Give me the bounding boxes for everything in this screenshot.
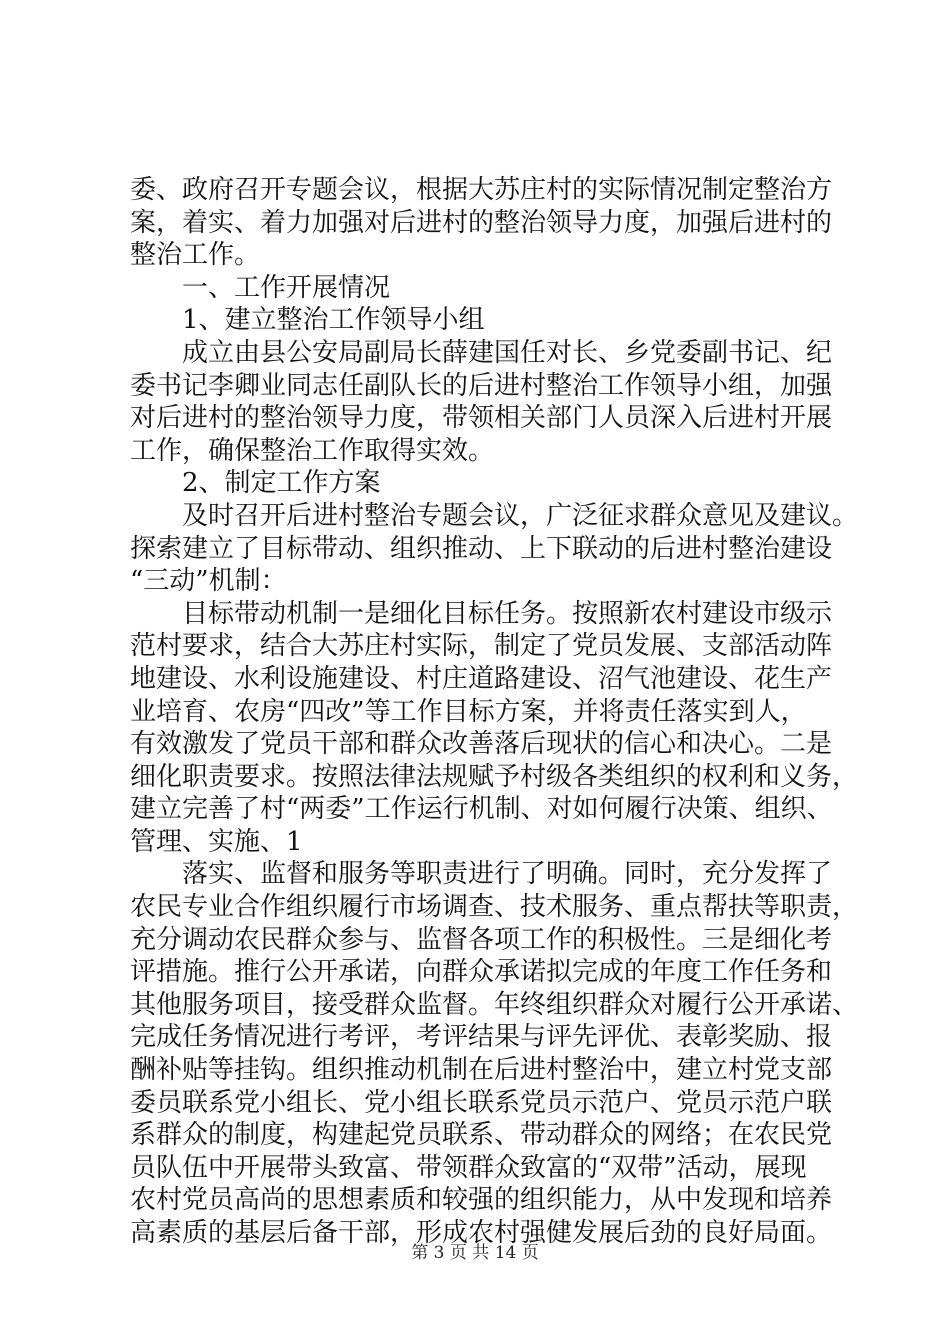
body-line: 业培育、农房“四改”等工作目标方案，并将责任落实到人， bbox=[130, 696, 807, 727]
body-line: 评措施。推行公开承诺，向群众承诺拟完成的年度工作任务和 bbox=[130, 957, 833, 988]
body-line: 有效激发了党员干部和群众改善落后现状的信心和决心。二是 bbox=[130, 729, 833, 760]
body-line: 高素质的基层后备干部，形成农村强健发展后劲的良好局面。 bbox=[130, 1218, 833, 1248]
section-heading: 一、工作开展情况 bbox=[182, 272, 391, 303]
body-line: 案，着实、着力加强对后进村的整治领导力度，加强后进村的 bbox=[130, 207, 833, 238]
subsection-heading: 1、建立整治工作领导小组 bbox=[182, 305, 485, 336]
body-line: 酬补贴等挂钩。组织推动机制在后进村整治中，建立村党支部 bbox=[130, 1055, 833, 1086]
body-line: 员队伍中开展带头致富、带领群众致富的“双带”活动，展现 bbox=[130, 1152, 807, 1183]
body-line: “三动”机制： bbox=[130, 566, 287, 597]
body-line: 地建设、水利设施建设、村庄道路建设、沼气池建设、花生产 bbox=[130, 663, 833, 694]
body-line: 及时召开后进村整治专题会议，广泛征求群众意见及建议。 bbox=[182, 500, 859, 531]
page-footer: 第 3 页 共 14 页 bbox=[411, 1243, 539, 1263]
body-line: 管理、实施、1 bbox=[130, 826, 303, 857]
body-line: 完成任务情况进行考评，考评结果与评先评优、表彰奖励、报 bbox=[130, 1022, 833, 1053]
subsection-heading: 2、制定工作方案 bbox=[182, 468, 381, 499]
body-line: 委书记李卿业同志任副队长的后进村整治工作领导小组，加强 bbox=[130, 370, 833, 401]
body-line: 充分调动农民群众参与、监督各项工作的积极性。三是细化考 bbox=[130, 924, 833, 955]
body-line: 整治工作。 bbox=[130, 240, 261, 271]
body-line: 系群众的制度，构建起党员联系、带动群众的网络；在农民党 bbox=[130, 1120, 833, 1151]
body-line: 建立完善了村“两委”工作运行机制、对如何履行决策、组织、 bbox=[130, 794, 833, 825]
body-line: 农村党员高尚的思想素质和较强的组织能力，从中发现和培养 bbox=[130, 1185, 833, 1216]
body-line: 成立由县公安局副局长薛建国任对长、乡党委副书记、纪 bbox=[182, 337, 833, 368]
body-line: 落实、监督和服务等职责进行了明确。同时，充分发挥了 bbox=[182, 859, 833, 890]
body-line: 范村要求，结合大苏庄村实际，制定了党员发展、支部活动阵 bbox=[130, 631, 833, 662]
body-line: 目标带动机制一是细化目标任务。按照新农村建设市级示 bbox=[182, 598, 833, 629]
body-line: 委、政府召开专题会议，根据大苏庄村的实际情况制定整治方 bbox=[130, 175, 833, 205]
body-line: 其他服务项目，接受群众监督。年终组织群众对履行公开承诺、 bbox=[130, 989, 859, 1020]
body-line: 工作，确保整治工作取得实效。 bbox=[130, 435, 495, 466]
body-line: 细化职责要求。按照法律法规赋予村级各类组织的权利和义务， bbox=[130, 761, 859, 792]
document-body bbox=[130, 174, 859, 1250]
body-line: 探索建立了目标带动、组织推动、上下联动的后进村整治建设 bbox=[130, 533, 833, 564]
body-line: 委员联系党小组长、党小组长联系党员示范户、党员示范户联 bbox=[130, 1087, 833, 1118]
body-line: 农民专业合作组织履行市场调查、技术服务、重点帮扶等职责， bbox=[130, 892, 859, 923]
body-line: 对后进村的整治领导力度，带领相关部门人员深入后进村开展 bbox=[130, 403, 833, 434]
